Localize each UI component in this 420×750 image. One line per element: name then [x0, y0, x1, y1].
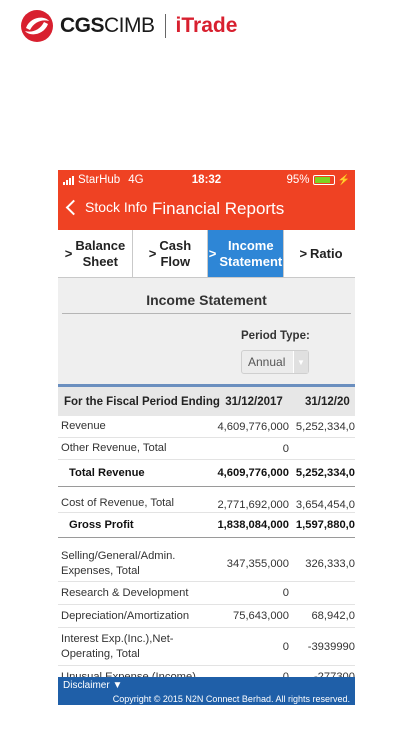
back-button[interactable] — [64, 199, 147, 215]
battery-icon — [313, 175, 335, 185]
table-row — [58, 438, 355, 460]
table-row — [58, 628, 355, 666]
row-value-2017: 0 — [282, 442, 289, 455]
disclaimer-toggle[interactable]: Disclaimer ▼ — [63, 680, 123, 691]
chevron-right-icon: > — [208, 245, 217, 261]
tab-label: Flow — [160, 253, 191, 269]
column-header-next: 31/12/20 — [305, 395, 350, 408]
brand-divider — [165, 14, 166, 38]
row-label: Cost of Revenue, Total — [61, 497, 174, 509]
chevron-down-icon: ▼ — [293, 351, 308, 373]
row-label: Selling/General/Admin. Expenses, Total — [61, 549, 176, 577]
brand-itrade-text: iTrade — [175, 14, 238, 37]
table-row — [58, 582, 355, 605]
column-header-label: For the Fiscal Period Ending — [64, 395, 220, 408]
back-label: Stock Info — [85, 199, 148, 215]
table-row — [58, 487, 355, 513]
battery-percent: 95% — [286, 174, 310, 186]
row-value-2017: 4,609,776,000 — [217, 467, 289, 479]
network-type: 4G — [128, 174, 144, 186]
table-row-total — [58, 460, 355, 487]
tab-cash-flow[interactable] — [133, 230, 208, 277]
table-row — [58, 605, 355, 628]
income-table[interactable] — [58, 416, 355, 689]
period-type-value: Annual — [248, 355, 286, 369]
period-type-label: Period Type: — [241, 330, 310, 342]
row-label: Total Revenue — [69, 466, 145, 479]
tab-income-statement[interactable] — [208, 230, 284, 277]
column-header-2017: 31/12/2017 — [225, 395, 283, 408]
row-label: Other Revenue, Total — [61, 442, 167, 454]
report-tabs — [58, 230, 355, 278]
table-header — [58, 384, 355, 416]
row-value-2017: 2,771,692,000 — [217, 499, 289, 511]
statement-header — [58, 278, 355, 384]
tab-label: Sheet — [82, 253, 118, 269]
brand-cimb-text: CIMB — [104, 14, 155, 37]
row-value-next: 1,597,880,0 — [295, 519, 355, 531]
chevron-right-icon: > — [299, 245, 308, 261]
cgs-logo-icon — [20, 9, 54, 43]
status-bar — [58, 170, 355, 191]
brand-header — [20, 9, 237, 43]
chevron-left-icon — [66, 199, 82, 215]
status-time: 18:32 — [191, 174, 222, 186]
table-row-total — [58, 513, 355, 538]
tab-label: Balance — [75, 237, 126, 253]
copyright-text: Copyright © 2015 N2N Connect Berhad. All rights reserved. — [112, 694, 350, 704]
phone-screen — [58, 170, 355, 705]
footer-bar — [58, 677, 355, 705]
row-value-next: 5,252,334,0 — [295, 467, 355, 479]
tab-label: Statement — [219, 253, 283, 269]
tab-label: Ratio — [310, 245, 343, 261]
carrier-name: StarHub — [78, 174, 121, 186]
tab-label: Income — [228, 237, 274, 253]
chevron-right-icon: > — [64, 245, 73, 261]
nav-bar — [58, 191, 355, 230]
charging-icon: ⚡ — [337, 174, 350, 186]
row-label: Gross Profit — [69, 518, 134, 531]
table-row — [58, 416, 355, 438]
row-value-2017: 0 — [282, 640, 289, 653]
row-value-next: 68,942,0 — [311, 610, 355, 622]
brand-cgs-text: CGS — [60, 14, 105, 37]
row-label: Interest Exp.(Inc.),Net-Operating, Total — [61, 632, 174, 660]
tab-ratio[interactable] — [284, 230, 355, 277]
row-value-next: 3,654,454,0 — [295, 499, 355, 511]
row-value-next: 5,252,334,0 — [295, 420, 355, 433]
row-value-2017: 4,609,776,000 — [217, 420, 289, 433]
tab-balance-sheet[interactable] — [58, 230, 133, 277]
period-type-select[interactable] — [241, 350, 309, 374]
row-label: Depreciation/Amortization — [61, 609, 190, 622]
row-value-2017: 347,355,000 — [226, 557, 289, 570]
row-value-2017: 75,643,000 — [233, 610, 289, 622]
table-row — [58, 538, 355, 582]
page-title: Financial Reports — [152, 199, 285, 218]
row-value-2017: 0 — [282, 587, 289, 599]
section-title: Income Statement — [146, 292, 267, 308]
row-label: Revenue — [61, 420, 106, 432]
row-value-2017: 1,838,084,000 — [217, 519, 289, 531]
row-value-next: 326,333,0 — [305, 557, 355, 570]
chevron-right-icon: > — [148, 245, 157, 261]
tab-label: Cash — [159, 237, 192, 253]
row-value-next: -3939990 — [307, 640, 355, 653]
divider — [62, 313, 351, 314]
row-label: Research & Development — [61, 586, 189, 599]
